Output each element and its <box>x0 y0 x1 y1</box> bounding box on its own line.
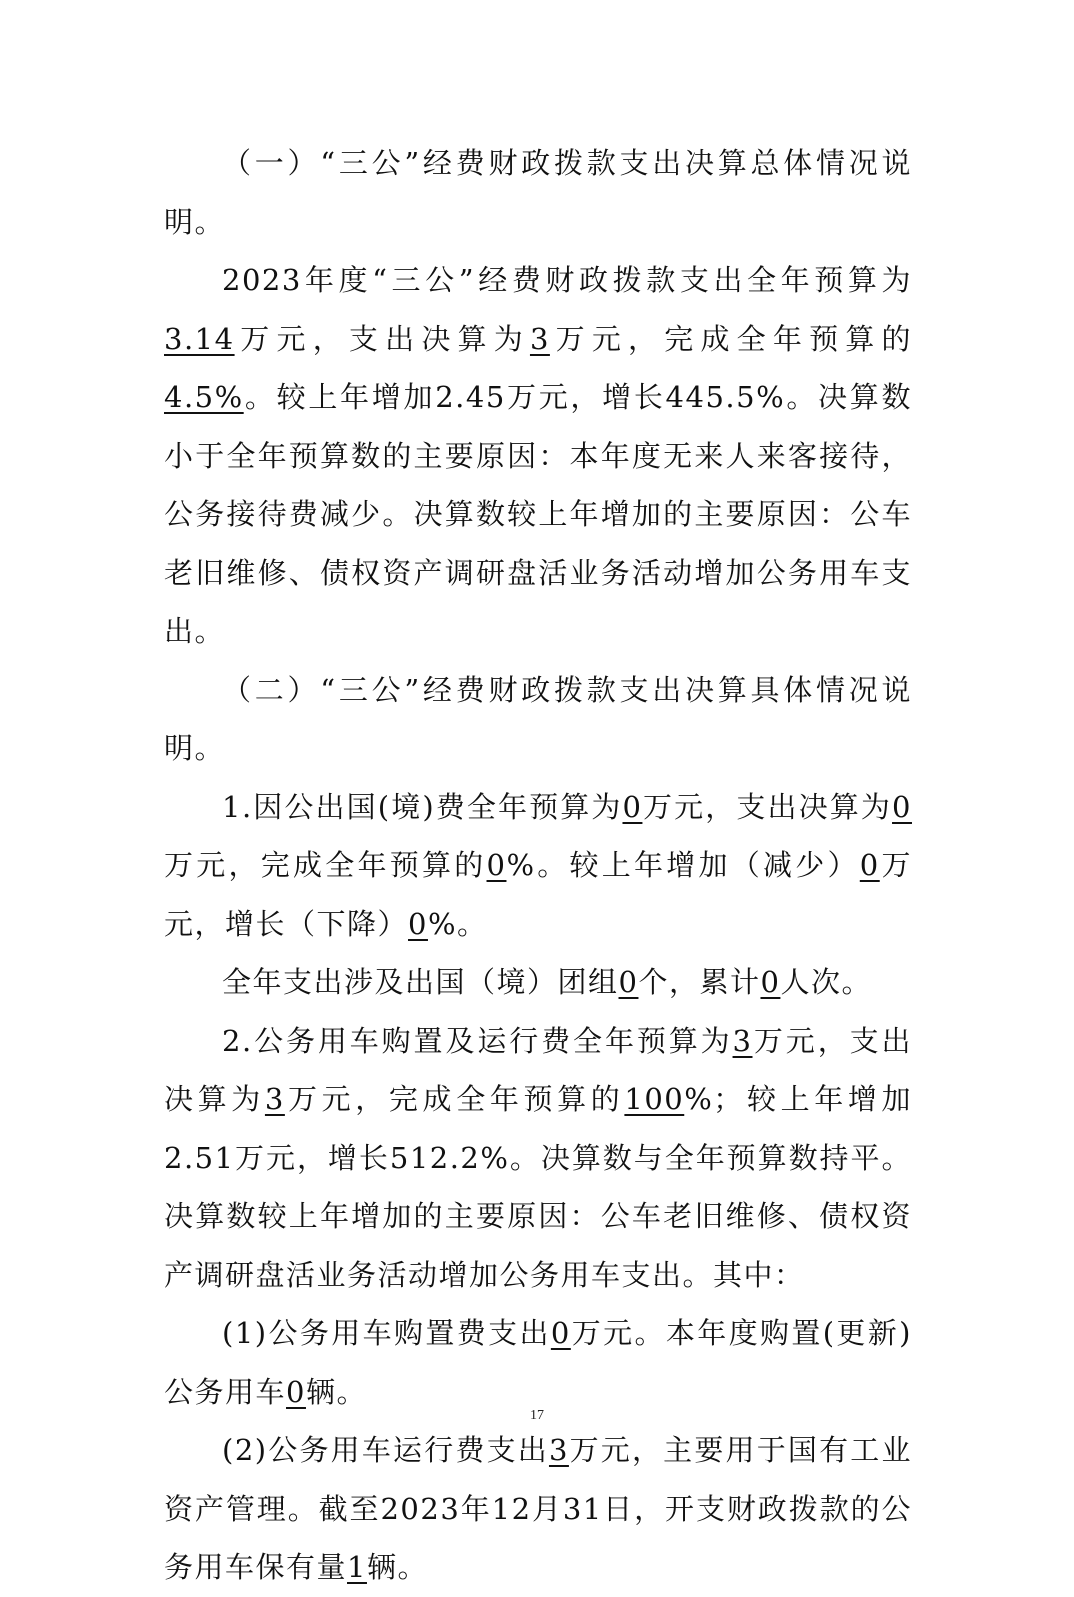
page-number: 17 <box>530 1408 544 1423</box>
text-run: 万元，增长（下降） <box>164 848 912 941</box>
text-run: 万元，支出决算为 <box>642 789 893 824</box>
body-text <box>164 134 912 1597</box>
text-run: 辆。 <box>366 1550 428 1584</box>
text-run: 。较上年增加2.45万元，增长445.5%。决算数小于全年预算数的主要原因：本年度无来人来客接待，公务接待费减少。决算数较上年增加的主要原因：公车老旧维修、债权资产调研盘活业务活动增加公务用车支出。 <box>164 380 912 648</box>
text-run: %。 <box>427 906 488 941</box>
paragraph-vehicles <box>164 1012 912 1305</box>
text-run: 辆。 <box>305 1374 367 1409</box>
purchase-count: 0 <box>286 1374 306 1409</box>
person-count: 0 <box>760 965 781 999</box>
text-run: 全年支出涉及出国（境）团组 <box>222 965 619 999</box>
text-run: %；较上年增加2.51万元，增长512.2%。决算数与全年预算数持平。决算数较上年增加的主要原因：公车老旧维修、债权资产调研盘活业务活动增加公务用车支出。其中： <box>164 1082 912 1292</box>
text-run: 2023年度“三公”经费财政拨款支出全年预算为 <box>222 263 912 297</box>
vehicle-holding: 1 <box>347 1550 367 1584</box>
section-heading-overall <box>164 134 912 251</box>
paragraph-vehicle-purchase <box>164 1304 912 1421</box>
budget-value: 3.14 <box>164 321 235 356</box>
paragraph-overseas-groups <box>164 953 912 1012</box>
text-run: （二）“三公”经费财政拨款支出决算具体情况说明。 <box>164 672 912 765</box>
text-run: 2.公务用车购置及运行费全年预算为 <box>222 1023 733 1058</box>
paragraph-vehicle-operation <box>164 1421 912 1597</box>
text-run: 万元，支出决算为 <box>164 1023 912 1116</box>
overseas-budget: 0 <box>622 789 643 824</box>
overseas-completion: 0 <box>486 848 507 882</box>
section-heading-detail <box>164 661 912 778</box>
text-run: (2)公务用车运行费支出 <box>222 1433 549 1467</box>
paragraph-overseas <box>164 778 912 954</box>
overseas-growth: 0 <box>408 906 428 941</box>
text-run: 个，累计 <box>638 965 761 999</box>
text-run: (1)公务用车购置费支出 <box>222 1316 551 1350</box>
overseas-actual: 0 <box>892 789 912 824</box>
text-run: 万元，完成全年预算的 <box>549 321 912 356</box>
paragraph-overall <box>164 251 912 661</box>
text-run: 人次。 <box>780 965 872 999</box>
text-run: 万元，完成全年预算的 <box>164 848 487 882</box>
vehicle-actual: 3 <box>264 1082 285 1116</box>
text-run: （一）“三公”经费财政拨款支出决算总体情况说明。 <box>164 146 912 239</box>
text-run: 万元，主要用于国有工业资产管理。截至2023年12月31日，开支财政拨款的公务用车保有量 <box>164 1433 912 1584</box>
text-run: 万元，支出决算为 <box>234 321 530 356</box>
vehicle-completion: 100 <box>624 1082 685 1116</box>
overseas-change: 0 <box>859 848 880 882</box>
completion-rate: 4.5% <box>164 380 244 414</box>
actual-value: 3 <box>529 321 550 356</box>
text-run: 万元。本年度购置(更新)公务用车 <box>164 1316 912 1409</box>
group-count: 0 <box>618 965 639 999</box>
operation-amount: 3 <box>548 1433 569 1467</box>
vehicle-budget: 3 <box>732 1023 753 1058</box>
text-run: %。较上年增加（减少） <box>506 848 860 882</box>
text-run: 1.因公出国(境)费全年预算为 <box>222 789 623 824</box>
text-run: 万元，完成全年预算的 <box>284 1082 625 1116</box>
purchase-amount: 0 <box>550 1316 571 1350</box>
